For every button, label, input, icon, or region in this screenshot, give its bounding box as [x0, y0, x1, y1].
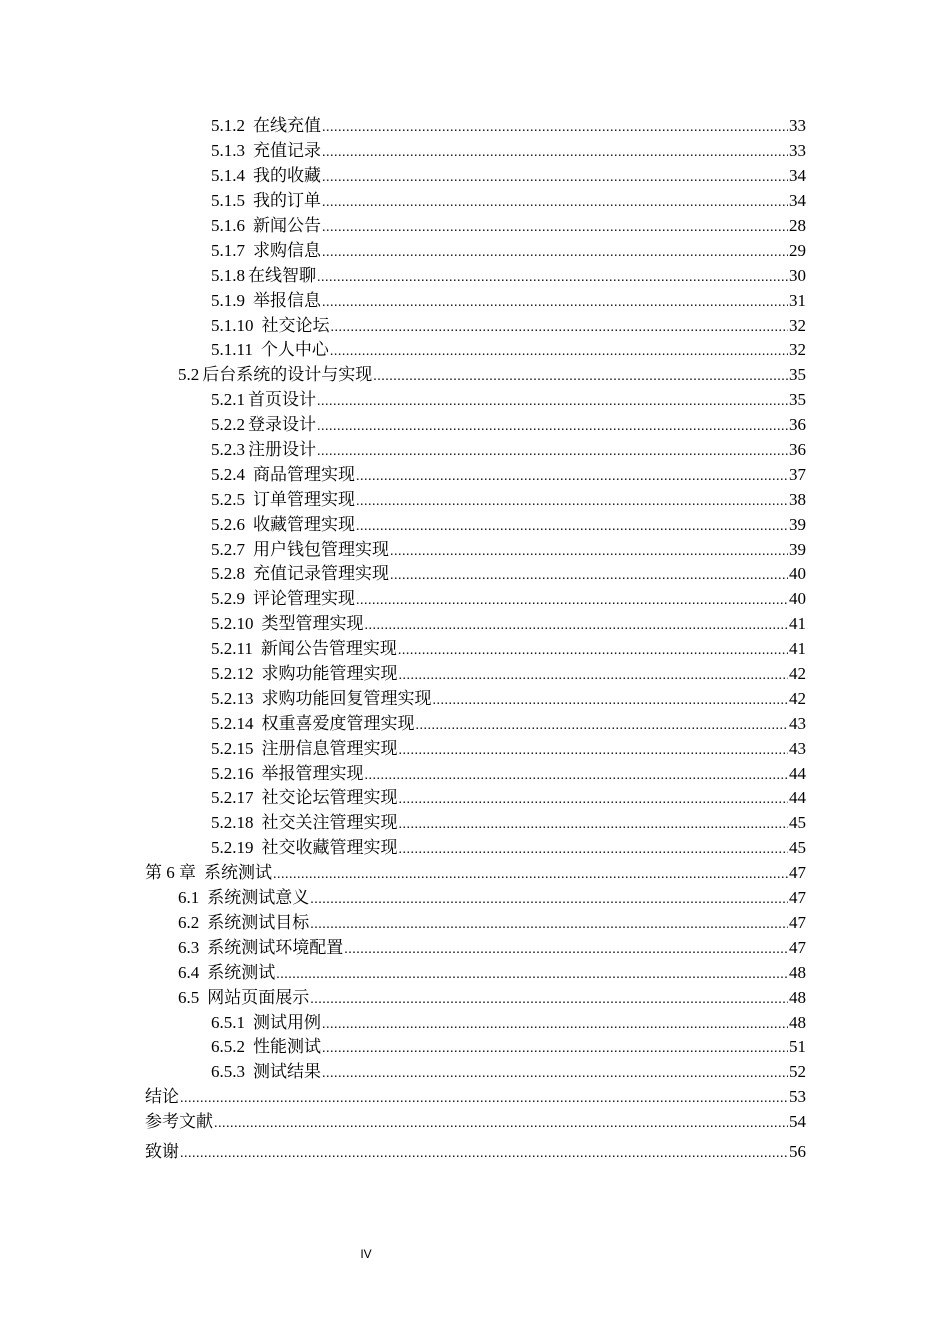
toc-entry-title: 类型管理实现	[261, 614, 364, 634]
toc-dot-leader	[322, 118, 788, 138]
toc-entry-page: 48	[789, 987, 806, 1007]
toc-entry-page: 28	[789, 216, 806, 235]
toc-dot-leader	[322, 1064, 788, 1084]
toc-entry-number: 6.5.2	[211, 1037, 245, 1057]
toc-entry-line	[211, 291, 806, 313]
toc-entry-page: 47	[789, 937, 806, 957]
toc-entry-title: 评论管理实现	[253, 589, 355, 609]
toc-entry-title: 登录设计	[248, 415, 316, 435]
toc-dot-leader	[365, 616, 789, 636]
toc-entry-title: 社交关注管理实现	[261, 813, 398, 833]
toc-entry-line	[211, 116, 806, 138]
toc-dot-leader	[344, 940, 788, 960]
toc-entry-line	[145, 1142, 806, 1164]
toc-entry-page: 42	[789, 664, 806, 684]
toc-dot-leader	[276, 965, 788, 985]
toc-entry-page: 41	[789, 639, 806, 659]
toc-entry-number: 5.2.10	[211, 614, 254, 634]
toc-dot-leader	[365, 766, 789, 786]
toc-entry[interactable]	[0, 563, 950, 588]
toc-entry-page: 44	[789, 788, 806, 808]
toc-entry-title: 在线充值	[253, 116, 321, 136]
toc-entry-page: 33	[789, 141, 806, 161]
toc-entry-page: 51	[789, 1037, 806, 1057]
toc-entry-number: 6.2	[178, 912, 200, 932]
toc-entry-number: 6.5.3	[211, 1062, 245, 1082]
toc-entry-line	[211, 141, 806, 163]
toc-entry-number: 5.2.15	[211, 738, 254, 758]
toc-entry-line	[211, 639, 806, 661]
toc-entry-title: 系统测试	[207, 962, 276, 982]
toc-entry-page: 31	[789, 290, 806, 310]
toc-entry-number: 5.2.19	[211, 838, 254, 858]
toc-entry-line	[211, 739, 806, 761]
toc-entry[interactable]	[0, 986, 950, 1011]
toc-entry-page: 52	[789, 1062, 806, 1082]
toc-entry-title: 个人中心	[260, 340, 329, 360]
toc-entry-title: 新闻公告	[253, 216, 321, 235]
toc-entry[interactable]	[0, 762, 950, 787]
toc-entry[interactable]	[0, 837, 950, 862]
toc-entry-line	[211, 266, 806, 288]
toc-entry-number: 5.2.2	[211, 415, 245, 435]
toc-entry[interactable]	[0, 190, 950, 215]
toc-dot-leader	[317, 392, 788, 412]
toc-entry-number: 6.1	[178, 888, 200, 908]
toc-entry-number: 5.2.16	[211, 763, 254, 783]
page-number: IV	[360, 1247, 372, 1261]
toc-entry-page: 56	[789, 1141, 806, 1161]
toc-dot-leader	[416, 716, 789, 736]
toc-entry[interactable]	[0, 239, 950, 264]
toc-entry-page: 30	[789, 265, 806, 285]
toc-entry-number: 第 6 章	[145, 863, 196, 883]
toc-entry-page: 34	[789, 191, 806, 211]
toc-entry-title: 新闻公告管理实现	[260, 639, 397, 659]
toc-entry-title: 在线智聊	[248, 265, 316, 285]
toc-entry[interactable]	[0, 712, 950, 737]
toc-entry-number: 6.5.1	[211, 1012, 245, 1032]
toc-dot-leader	[322, 193, 788, 213]
toc-entry-page: 35	[789, 365, 806, 385]
toc-dot-leader	[180, 1144, 788, 1164]
toc-entry[interactable]	[0, 414, 950, 439]
toc-dot-leader	[322, 218, 788, 238]
toc-entry-line	[211, 191, 806, 213]
toc-entry-page: 38	[789, 489, 806, 509]
toc-dot-leader	[399, 840, 789, 860]
toc-entry-line	[211, 490, 806, 512]
toc-entry-number: 5.2.11	[211, 639, 253, 659]
toc-dot-leader	[330, 342, 788, 362]
toc-entry-number: 5.2	[178, 365, 200, 385]
toc-entry-page: 47	[789, 912, 806, 932]
toc-entry-number: 5.1.3	[211, 141, 245, 161]
toc-entry-number: 5.1.7	[211, 240, 245, 260]
toc-entry-page: 40	[789, 564, 806, 584]
toc-entry-number: 5.2.9	[211, 589, 245, 609]
toc-entry-line	[211, 340, 806, 362]
toc-entry-page: 33	[789, 116, 806, 136]
toc-dot-leader	[356, 517, 788, 537]
toc-dot-leader	[356, 492, 788, 512]
toc-dot-leader	[322, 168, 788, 188]
toc-entry-title: 权重喜爱度管理实现	[261, 713, 415, 733]
toc-entry-line	[145, 1112, 806, 1134]
toc-entry-number: 5.2.17	[211, 788, 254, 808]
toc-entry-page: 41	[789, 614, 806, 634]
toc-entry-line	[211, 664, 806, 686]
toc-entry-title: 系统测试意义	[207, 888, 310, 908]
toc-entry[interactable]	[0, 887, 950, 912]
toc-entry-number: 6.4	[178, 962, 200, 982]
toc-entry-line	[211, 1013, 806, 1035]
toc-dot-leader	[399, 790, 789, 810]
toc-dot-leader	[356, 591, 788, 611]
toc-entry-number: 5.1.6	[211, 216, 245, 235]
toc-entry-number: 5.1.5	[211, 191, 245, 211]
toc-entry-page: 47	[789, 863, 806, 883]
toc-entry[interactable]	[0, 961, 950, 986]
toc-entry-page: 32	[789, 340, 806, 360]
toc-entry-number: 5.2.6	[211, 514, 245, 534]
toc-entry[interactable]	[0, 812, 950, 837]
toc-entry[interactable]	[0, 538, 950, 563]
toc-entry[interactable]	[0, 215, 950, 240]
toc-entry-title: 社交论坛管理实现	[261, 788, 398, 808]
toc-entry[interactable]	[0, 1111, 950, 1136]
toc-entry[interactable]	[0, 513, 950, 538]
toc-entry-title: 收藏管理实现	[253, 514, 355, 534]
toc-entry-page: 48	[789, 962, 806, 982]
toc-entry-number: 5.2.8	[211, 564, 245, 584]
toc-entry-page: 48	[789, 1012, 806, 1032]
toc-entry-title: 商品管理实现	[253, 464, 355, 484]
toc-entry[interactable]	[0, 488, 950, 513]
toc-entry[interactable]	[0, 936, 950, 961]
toc-entry[interactable]	[0, 1036, 950, 1061]
toc-entry-number: 5.2.5	[211, 489, 245, 509]
toc-entry-page: 32	[789, 315, 806, 335]
toc-entry-line	[178, 963, 806, 985]
toc-entry-number: 6.5	[178, 987, 200, 1007]
toc-dot-leader	[180, 1089, 788, 1109]
toc-dot-leader	[310, 990, 788, 1010]
toc-entry-page: 37	[789, 464, 806, 484]
toc-entry-title: 参考文献	[145, 1112, 213, 1132]
toc-entry[interactable]	[0, 638, 950, 663]
toc-entry-title: 社交收藏管理实现	[261, 838, 398, 858]
toc-entry-title: 举报管理实现	[261, 763, 364, 783]
toc-entry-title: 结论	[145, 1087, 179, 1107]
toc-entry-line	[211, 1037, 806, 1059]
toc-entry-line	[211, 813, 806, 835]
toc-entry-page: 43	[789, 738, 806, 758]
toc-entry-page: 35	[789, 390, 806, 410]
toc-entry-title: 致谢	[145, 1141, 179, 1161]
toc-entry-line	[211, 440, 806, 462]
toc-entry-line	[211, 316, 806, 338]
toc-entry-line	[178, 913, 806, 935]
toc-entry-title: 我的收藏	[253, 166, 321, 186]
toc-entry-page: 34	[789, 166, 806, 186]
toc-entry-page: 54	[789, 1112, 806, 1132]
toc-entry-line	[211, 390, 806, 412]
toc-entry-line	[211, 540, 806, 562]
toc-entry-number: 5.2.1	[211, 390, 245, 410]
toc-entry[interactable]	[0, 687, 950, 712]
toc-entry-title: 我的订单	[253, 191, 321, 211]
toc-entry[interactable]	[0, 115, 950, 140]
toc-entry[interactable]	[0, 613, 950, 638]
toc-entry-title: 用户钱包管理实现	[253, 539, 389, 559]
toc-entry-title: 充值记录管理实现	[253, 564, 389, 584]
toc-dot-leader	[322, 243, 788, 263]
toc-entry-line	[178, 888, 806, 910]
toc-entry[interactable]	[0, 1136, 950, 1164]
toc-entry-line	[211, 614, 806, 636]
toc-entry-title: 测试用例	[253, 1012, 321, 1032]
toc-dot-leader	[322, 143, 788, 163]
toc-entry-title: 系统测试	[204, 863, 272, 883]
toc-entry-line	[211, 564, 806, 586]
toc-entry[interactable]	[0, 289, 950, 314]
toc-dot-leader	[399, 666, 789, 686]
toc-entry-title: 举报信息	[253, 290, 321, 310]
toc-entry-number: 5.2.3	[211, 440, 245, 460]
toc-entry-number: 5.1.11	[211, 340, 253, 360]
toc-entry-page: 45	[789, 813, 806, 833]
toc-entry-number: 5.1.8	[211, 265, 245, 285]
toc-dot-leader	[310, 890, 788, 910]
toc-entry[interactable]	[0, 663, 950, 688]
toc-dot-leader	[273, 865, 788, 885]
toc-entry[interactable]	[0, 737, 950, 762]
toc-entry[interactable]	[0, 439, 950, 464]
toc-entry-page: 42	[789, 688, 806, 708]
toc-entry[interactable]	[0, 862, 950, 887]
toc-entry-line	[211, 415, 806, 437]
toc-entry-page: 29	[789, 240, 806, 260]
toc-entry-number: 5.2.13	[211, 688, 254, 708]
toc-dot-leader	[317, 417, 788, 437]
toc-dot-leader	[214, 1114, 788, 1134]
toc-entry[interactable]	[0, 314, 950, 339]
toc-dot-leader	[322, 1015, 788, 1035]
toc-entry-title: 性能测试	[253, 1037, 321, 1057]
toc-entry-title: 首页设计	[248, 390, 316, 410]
toc-dot-leader	[317, 442, 788, 462]
toc-entry-number: 5.2.12	[211, 664, 254, 684]
toc-entry-line	[211, 465, 806, 487]
toc-entry-title: 系统测试环境配置	[207, 937, 344, 957]
toc-entry-line	[211, 1062, 806, 1084]
toc-entry-page: 47	[789, 888, 806, 908]
toc-entry-title: 社交论坛	[261, 315, 330, 335]
toc-dot-leader	[310, 915, 788, 935]
toc-entry-title: 订单管理实现	[253, 489, 355, 509]
toc-entry-number: 5.2.14	[211, 713, 254, 733]
toc-dot-leader	[322, 1039, 788, 1059]
toc-entry-page: 53	[789, 1087, 806, 1107]
toc-dot-leader	[331, 318, 789, 338]
toc-entry[interactable]	[0, 364, 950, 389]
toc-entry[interactable]	[0, 463, 950, 488]
table-of-contents	[0, 115, 950, 1164]
toc-entry-line	[211, 838, 806, 860]
toc-entry-line	[178, 988, 806, 1010]
toc-entry-number: 5.2.18	[211, 813, 254, 833]
toc-entry[interactable]	[0, 1011, 950, 1036]
toc-entry[interactable]	[0, 787, 950, 812]
toc-entry-line	[211, 241, 806, 263]
toc-entry-line	[211, 166, 806, 188]
toc-entry-title: 求购信息	[253, 240, 321, 260]
toc-entry-line	[211, 589, 806, 611]
toc-entry-line	[211, 216, 806, 238]
toc-entry-line	[211, 515, 806, 537]
toc-entry-title: 测试结果	[253, 1062, 321, 1082]
toc-entry-number: 5.1.9	[211, 290, 245, 310]
toc-entry[interactable]	[0, 140, 950, 165]
toc-entry-page: 45	[789, 838, 806, 858]
toc-entry-number: 5.2.7	[211, 539, 245, 559]
toc-entry-number: 5.1.10	[211, 315, 254, 335]
toc-dot-leader	[322, 293, 788, 313]
toc-dot-leader	[373, 367, 788, 387]
toc-dot-leader	[398, 641, 788, 661]
toc-entry-line	[211, 788, 806, 810]
toc-entry-number: 5.2.4	[211, 464, 245, 484]
toc-entry-title: 后台系统的设计与实现	[202, 365, 373, 385]
toc-entry[interactable]	[0, 588, 950, 613]
toc-entry-line	[178, 365, 806, 387]
toc-entry-line	[211, 689, 806, 711]
toc-dot-leader	[390, 566, 788, 586]
toc-entry-line	[211, 714, 806, 736]
toc-dot-leader	[433, 691, 789, 711]
toc-dot-leader	[399, 815, 789, 835]
toc-entry-page: 39	[789, 539, 806, 559]
toc-entry-number: 5.1.4	[211, 166, 245, 186]
toc-entry-title: 充值记录	[253, 141, 321, 161]
toc-entry-title: 系统测试目标	[207, 912, 310, 932]
toc-entry-title: 求购功能回复管理实现	[261, 688, 432, 708]
toc-entry-title: 注册设计	[248, 440, 316, 460]
toc-dot-leader	[390, 542, 788, 562]
toc-entry-page: 36	[789, 440, 806, 460]
toc-entry-title: 求购功能管理实现	[261, 664, 398, 684]
toc-entry-line	[178, 938, 806, 960]
toc-dot-leader	[399, 741, 789, 761]
toc-entry[interactable]	[0, 264, 950, 289]
toc-entry-title: 注册信息管理实现	[261, 738, 398, 758]
toc-entry-line	[145, 863, 806, 885]
toc-entry-line	[145, 1087, 806, 1109]
toc-entry-page: 40	[789, 589, 806, 609]
toc-entry-page: 44	[789, 763, 806, 783]
toc-entry[interactable]	[0, 1086, 950, 1111]
toc-entry[interactable]	[0, 389, 950, 414]
toc-entry[interactable]	[0, 339, 950, 364]
toc-entry[interactable]	[0, 1061, 950, 1086]
toc-dot-leader	[356, 467, 788, 487]
toc-entry-number: 6.3	[178, 937, 200, 957]
toc-entry-line	[211, 764, 806, 786]
toc-dot-leader	[317, 268, 788, 288]
toc-entry-title: 网站页面展示	[207, 987, 310, 1007]
toc-entry[interactable]	[0, 912, 950, 937]
toc-entry[interactable]	[0, 165, 950, 190]
toc-entry-page: 43	[789, 713, 806, 733]
toc-entry-number: 5.1.2	[211, 116, 245, 136]
toc-entry-page: 39	[789, 514, 806, 534]
toc-entry-page: 36	[789, 415, 806, 435]
